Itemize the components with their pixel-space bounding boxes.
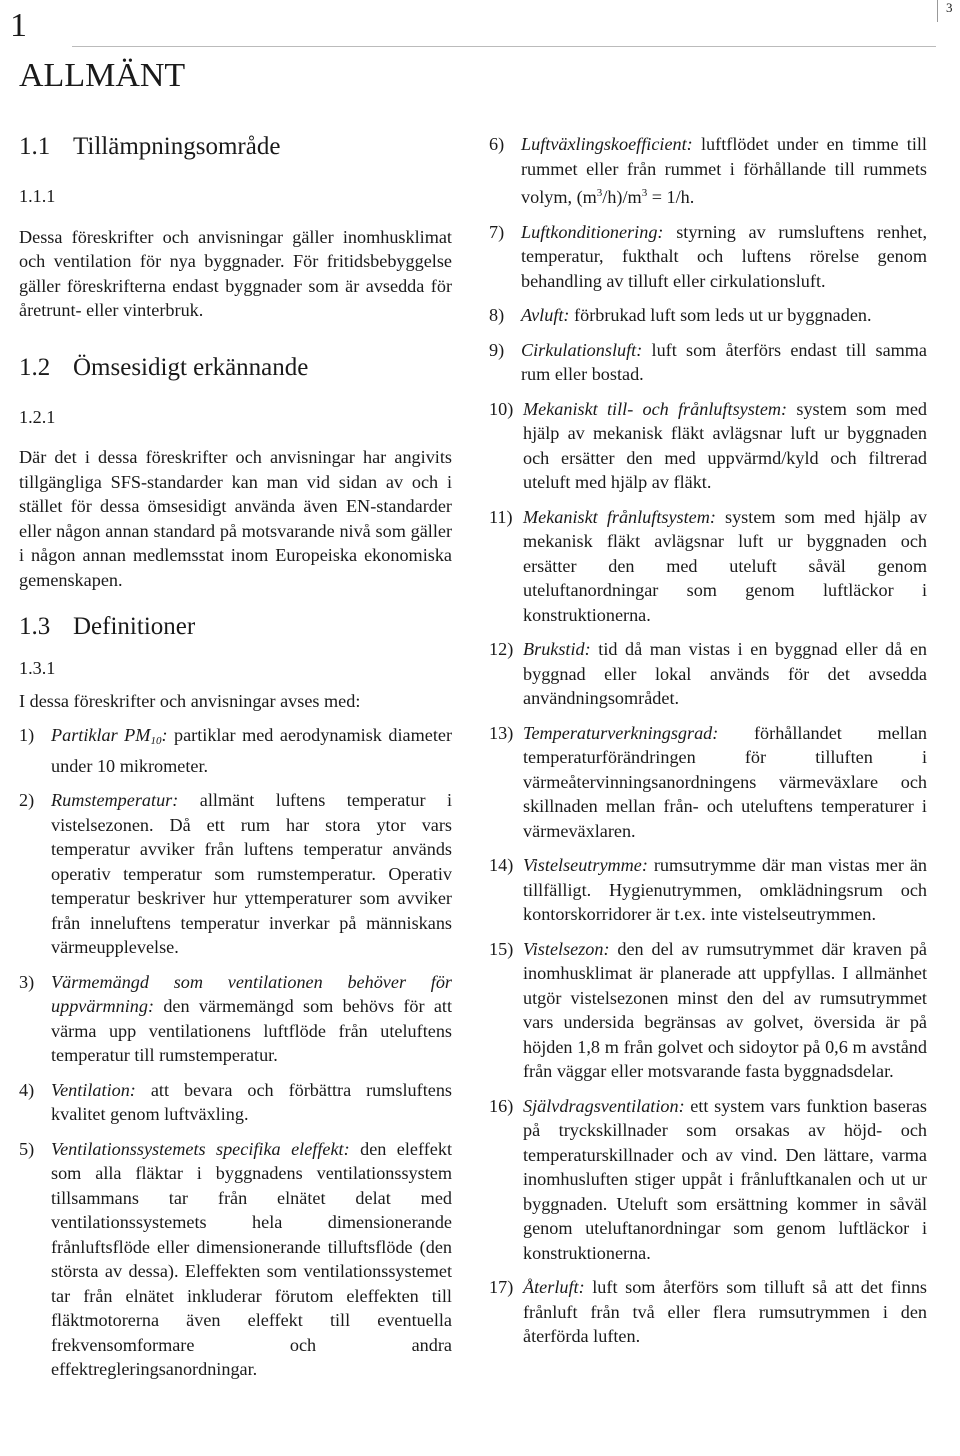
definition-1 [19,723,452,778]
definition-term: Avluft: [521,305,570,326]
definition-5 [19,1137,452,1382]
left-column [19,132,452,1392]
definition-number: 16) [489,1095,514,1116]
definition-number: 12) [489,639,514,660]
section-heading-1-2 [19,353,452,383]
definition-term: Vistelsezon: [523,938,610,959]
term-colon: : [161,725,168,745]
definition-number: 9) [489,339,505,360]
definition-term: Mekaniskt frånluftsystem: [523,506,716,527]
definition-text: ett system vars funktion baseras på tryckskillnader som orsakas av höjd- och temperaturskillnader och av vind. Den lättare, varma inomhusluften stiger uppåt i frånluftkanalen och ut ur byggnaden. Uteluft som ersättning kommer in såväl genom uteluftanordningar som genom luftläckor i konstruktionerna. [523,1095,928,1263]
definition-8 [489,303,927,328]
definition-text: allmänt luftens temperatur i vistelsezonen. Då ett rum har stora ytor vars temperatur avviker från luftens temperatur används operativ temperatur som rumstemperatur. Operativ temperatur beskriver hur yttemperaturer som avviker från inneluftens temperatur inverkar på människans värmeupplevelse. [51,790,453,957]
definition-term: Självdragsventilation: [523,1095,685,1116]
term-subscript: 10 [150,735,162,747]
definition-term: Ventilationssystemets specifika eleffekt: [51,1138,350,1159]
definition-term: Värmemängd som ventilationen behöver för uppvärmning: [51,971,452,1016]
section-heading-1-1 [19,132,452,162]
section-number: 1.2 [19,353,51,381]
definition-term: Vistelseutrymme: [523,855,648,876]
definition-10 [489,397,927,495]
definition-term: Luftväxlingskoefficient: [521,134,693,154]
subsection-number: 1.3.1 [19,658,56,678]
definition-number: 14) [489,855,514,876]
section-title: Definitioner [73,613,196,640]
definition-3 [19,970,452,1068]
definition-term [51,725,168,745]
definition-text: luft som återförs endast till samma rum eller bostad. [521,339,928,385]
definition-text: den del av rumsutrymmet där kraven på inomhusklimat är planerade att uppfyllas. I allmänhet utgör vistelsezonen minst den del av rumsutrymmet vars undersida begränsas av golvet, översida är på höjden 1,8 m från golvet och sidoytor på 0,6 m avstånd från väggar eller motsvarande fasta byggnadsdelar. [523,938,928,1082]
definition-text: förhållandet mellan temperaturförändringen för tilluften i värmeåtervinningsanordningens värmeväxlare och skillnaden mellan från- och uteluftens temperaturer i värmeväxlaren. [523,722,928,841]
definition-text: system som med hjälp av mekanisk fläkt avlägsnar luft ur byggnaden och ersätter den med uteluft såväl genom uteluftanordningar som genom luftläckor i konstruktionerna. [523,506,928,625]
definition-text: system som med hjälp av mekanisk fläkt avlägsnar luft ur byggnaden och ersätter den med uppvärmd/kyld och filtrerad uteluft med hjälp av fläkt. [523,398,928,493]
section-heading-1-3 [19,612,452,642]
definition-12 [489,637,927,711]
definition-11 [489,505,927,628]
definition-17 [489,1275,927,1349]
definition-number: 8) [489,305,505,326]
definition-number: 15) [489,938,514,959]
chapter-number: 1 [10,7,27,44]
definition-number: 7) [489,221,505,242]
definition-text: att bevara och förbättra rumsluftens kvalitet genom luftväxling. [51,1079,452,1124]
definition-number: 6) [489,134,505,154]
definition-9 [489,338,927,387]
text-part: luftflödet under en timme till rummet eller från rummet i förhållande till rummets volym, (m [521,134,927,208]
definition-term: Cirkulationsluft: [521,339,643,360]
definition-4 [19,1078,452,1127]
page-number: 3 [946,0,953,15]
definition-6 [489,132,927,210]
definitions-intro: I dessa föreskrifter och anvisningar avses med: [19,690,361,711]
text-part: /h)/m [602,187,642,208]
superscript: 3 [596,187,603,199]
subsection-number: 1.2.1 [19,406,56,427]
page-corner-rule [937,0,938,22]
definition-number: 13) [489,722,514,743]
definition-term: Mekaniskt till- och frånluftsystem: [523,398,788,419]
right-column [489,132,927,1359]
section-title: Ömsesidigt erkännande [73,353,309,381]
definition-text: rumsutrymme där man vistas mer än tillfälligt. Hygienutrymmen, omklädningsrum och kontorskorridorer är t.ex. inte vistelseutrymmen. [523,855,927,925]
definition-term: Återluft: [523,1277,585,1298]
definition-text: tid då man vistas i en byggnad eller då en byggnad eller lokal används för det avsedda användningsområdet. [523,639,928,709]
definition-text: den eleffekt som alla fläktar i byggnadens ventilationssystem tillsammans tar från elnätet delat med ventilationssystemets hela dimensionerande frånluftsflöde eller dimensionerande tilluftsflöde (den största av dessa). Eleffekten som ventilationssystemet tar från elnätet inkluderar förutom eleffekten till fläktmotorerna även eleffekt till eventuella frekvensomformare och andra effektregleringsanordningar. [51,1138,452,1379]
section-number: 1.1 [19,133,51,160]
definition-number: 5) [19,1138,35,1159]
definition-term: Temperaturverkningsgrad: [523,722,719,743]
definition-text: den värmemängd som behövs för att värma upp ventilationens luftflöde från uteluftens temperatur till rumstemperatur. [51,996,452,1065]
definition-text: partiklar med aerodynamisk diameter under 10 mikrometer. [51,725,452,776]
definition-term: Brukstid: [523,639,591,660]
term-text: Partiklar PM [51,725,151,745]
definition-number: 17) [489,1277,514,1298]
definition-7 [489,220,927,294]
definition-text: förbrukad luft som leds ut ur byggnaden. [574,305,872,326]
text-part: = 1/h. [647,187,695,208]
definition-term: Rumstemperatur: [51,790,179,810]
header-rule [72,46,936,47]
section-number: 1.3 [19,613,51,640]
paragraph-1-1-1: Dessa föreskrifter och anvisningar gäller inomhusklimat och ventilation för nya byggnader. För fritidsbebyggelse gäller föreskrifterna endast byggnader som är avsedda för åretrunt- eller vinterbruk. [19,226,452,320]
definition-number: 2) [19,790,35,810]
definition-term: Ventilation: [51,1079,136,1100]
definition-text: styrning av rumsluftens renhet, temperatur, fukthalt och luftens rörelse genom behandling av tilluft eller cirkulationsluft. [521,221,927,291]
definition-text: luft som återförs som tilluft så att det finns frånluft från två eller flera rumsutrymmen i den återförda luften. [523,1277,927,1347]
chapter-title: ALLMÄNT [19,57,186,94]
definition-number: 11) [489,506,513,527]
definition-15 [489,937,927,1084]
subsection-number: 1.1.1 [19,186,56,206]
definition-13 [489,721,927,844]
paragraph-1-2-1: Där det i dessa föreskrifter och anvisningar har angivits tillgängliga SFS-standarder kan man vid sidan av och i stället för dessa ömsesidigt använda även EN-standarder eller någon annan standard på motsvarande nivå som gäller i någon annan medlemsstat inom Europeiska ekonomiska gemenskapen. [19,447,452,590]
definition-number: 3) [19,971,35,992]
definition-14 [489,853,927,927]
definition-term: Luftkonditionering: [521,221,664,242]
definition-number: 4) [19,1079,35,1100]
definition-number: 10) [489,398,514,419]
section-title: Tillämpningsområde [73,133,281,160]
definition-number: 1) [19,725,35,745]
definition-16 [489,1094,927,1266]
superscript: 3 [641,187,648,199]
definition-2 [19,788,452,960]
